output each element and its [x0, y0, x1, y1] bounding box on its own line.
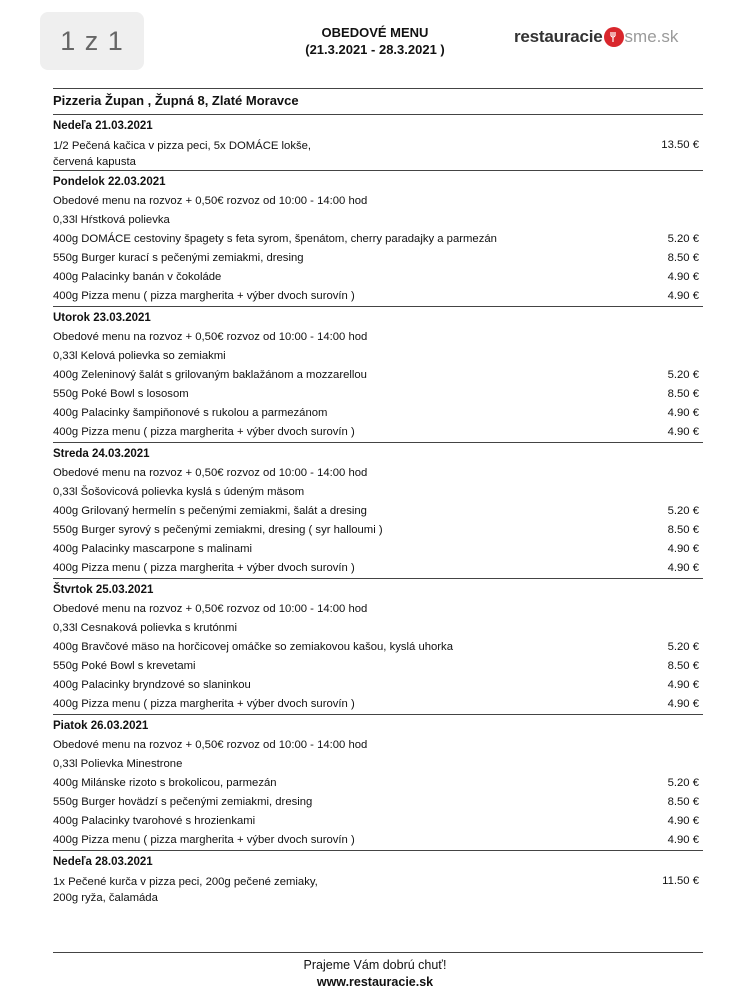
page-indicator: 1 z 1: [40, 12, 144, 70]
menu-item-name: 0,33l Šošovicová polievka kyslá s údeným mäsom: [53, 486, 305, 498]
menu-item-row: [53, 287, 703, 306]
menu-item-price: 4.90 €: [667, 271, 699, 283]
menu-item-price: 4.90 €: [667, 815, 699, 827]
closing-message: Prajeme Vám dobrú chuť!: [303, 958, 447, 972]
day-block: [53, 442, 703, 578]
menu-table: [53, 114, 703, 906]
menu-item-price: [629, 192, 703, 211]
menu-item-name: 550g Burger syrový s pečenými zemiakmi, dresing ( syr halloumi ): [53, 524, 383, 536]
restauracie-logo[interactable]: [514, 25, 678, 49]
menu-item-row: [53, 385, 703, 404]
menu-item-row: [53, 812, 703, 831]
menu-item-price: 5.20 €: [667, 369, 699, 381]
menu-item-price: 8.50 €: [667, 388, 699, 400]
menu-item-row: [53, 423, 703, 442]
menu-item-row: [53, 736, 703, 755]
menu-item-price: [629, 619, 703, 638]
logo-text-sme: sme.sk: [624, 27, 679, 46]
day-block: [53, 714, 703, 850]
menu-item-name: Obedové menu na rozvoz + 0,50€ rozvoz od 10:00 - 14:00 hod: [53, 467, 368, 479]
footer-divider: [53, 952, 703, 953]
day-block: [53, 850, 703, 906]
menu-item-row: [53, 502, 703, 521]
menu-item-row: [53, 638, 703, 657]
menu-item-price: 13.50 €: [661, 139, 699, 151]
menu-item-name: Obedové menu na rozvoz + 0,50€ rozvoz od 10:00 - 14:00 hod: [53, 195, 368, 207]
menu-item-row: [53, 366, 703, 385]
day-block: [53, 170, 703, 306]
menu-item-price: 5.20 €: [667, 777, 699, 789]
menu-item-name: 400g Pizza menu ( pizza margherita + výber dvoch surovín ): [53, 698, 355, 710]
menu-item-row: [53, 793, 703, 812]
day-header: Utorok 23.03.2021: [53, 312, 151, 324]
menu-item-name: 400g Palacinky šampiňonové s rukolou a parmezánom: [53, 407, 328, 419]
menu-item-name: 400g Milánske rizoto s brokolicou, parmezán: [53, 777, 277, 789]
restaurant-name: Pizzeria Župan , Župná 8, Zlaté Moravce: [53, 93, 299, 108]
menu-item-name: 550g Poké Bowl s krevetami: [53, 660, 196, 672]
menu-item-price: [629, 483, 703, 502]
menu-item-name: 400g Palacinky mascarpone s malinami: [53, 543, 253, 555]
menu-item-name: 550g Burger hovädzí s pečenými zemiakmi, dresing: [53, 796, 313, 808]
header-divider: [53, 88, 703, 89]
menu-item-row: [53, 347, 703, 366]
day-header: Pondelok 22.03.2021: [53, 176, 166, 188]
fork-logo-icon: [604, 27, 624, 47]
day-header: Nedeľa 21.03.2021: [53, 120, 153, 132]
menu-item-row: [53, 230, 703, 249]
menu-item-row: [53, 619, 703, 638]
menu-item-name: 400g Pizza menu ( pizza margherita + výber dvoch surovín ): [53, 834, 355, 846]
menu-item-name: 400g Zeleninový šalát s grilovaným baklažánom a mozzarellou: [53, 369, 367, 381]
menu-item-name: 400g Bravčové mäso na horčicovej omáčke so zemiakovou kašou, kyslá uhorka: [53, 641, 453, 653]
menu-item-name: 550g Burger kurací s pečenými zemiakmi, dresing: [53, 252, 304, 264]
menu-item-row: [53, 831, 703, 850]
menu-item-row: [53, 755, 703, 774]
menu-item-name: 400g DOMÁCE cestoviny špagety s feta syrom, špenátom, cherry paradajky a parmezán: [53, 233, 497, 245]
menu-item-price: [629, 211, 703, 230]
menu-item-row: [53, 695, 703, 714]
menu-item-price: [629, 736, 703, 755]
menu-item-name: 0,33l Kelová polievka so zemiakmi: [53, 350, 226, 362]
menu-item-name: 0,33l Hŕstková polievka: [53, 214, 170, 226]
day-header: Piatok 26.03.2021: [53, 720, 149, 732]
menu-item-name: Obedové menu na rozvoz + 0,50€ rozvoz od 10:00 - 14:00 hod: [53, 603, 368, 615]
menu-item-price: 5.20 €: [667, 233, 699, 245]
menu-item-row: [53, 540, 703, 559]
menu-item-name: 400g Grilovaný hermelín s pečenými zemiakmi, šalát a dresing: [53, 505, 367, 517]
menu-item-name: 1/2 Pečená kačica v pizza peci, 5x DOMÁCE lokše, červená kapusta: [53, 140, 312, 168]
menu-item-name: 400g Palacinky bryndzové so slaninkou: [53, 679, 251, 691]
menu-item-row: [53, 328, 703, 347]
menu-item-price: 11.50 €: [662, 875, 699, 887]
menu-item-price: 8.50 €: [667, 524, 699, 536]
menu-item-price: 8.50 €: [667, 252, 699, 264]
day-header: Nedeľa 28.03.2021: [53, 856, 153, 868]
menu-item-price: 4.90 €: [667, 407, 699, 419]
menu-item-name: 400g Pizza menu ( pizza margherita + výber dvoch surovín ): [53, 290, 355, 302]
menu-item-price: 4.90 €: [667, 426, 699, 438]
day-block: [53, 114, 703, 170]
menu-item-name: 400g Palacinky tvarohové s hrozienkami: [53, 815, 256, 827]
menu-item-price: [629, 328, 703, 347]
day-block: [53, 306, 703, 442]
menu-item-row: [53, 192, 703, 211]
menu-item-price: 4.90 €: [667, 562, 699, 574]
menu-item-price: 5.20 €: [667, 641, 699, 653]
menu-item-row: [53, 600, 703, 619]
menu-item-name: 0,33l Polievka Minestrone: [53, 758, 183, 770]
menu-item-name: Obedové menu na rozvoz + 0,50€ rozvoz od 10:00 - 14:00 hod: [53, 739, 368, 751]
menu-item-price: 4.90 €: [667, 834, 699, 846]
menu-item-row: [53, 136, 703, 170]
menu-item-price: [629, 464, 703, 483]
menu-item-row: [53, 657, 703, 676]
menu-item-row: [53, 521, 703, 540]
menu-item-price: 4.90 €: [667, 543, 699, 555]
day-header: Štvrtok 25.03.2021: [53, 584, 154, 596]
day-header: Streda 24.03.2021: [53, 448, 150, 460]
menu-item-price: 8.50 €: [667, 660, 699, 672]
menu-item-row: [53, 483, 703, 502]
menu-item-price: [629, 347, 703, 366]
menu-item-price: 8.50 €: [667, 796, 699, 808]
menu-item-price: [629, 600, 703, 619]
menu-item-row: [53, 559, 703, 578]
date-range: (21.3.2021 - 28.3.2021 ): [305, 42, 445, 57]
menu-item-row: [53, 404, 703, 423]
menu-item-price: [629, 755, 703, 774]
menu-item-price: 5.20 €: [667, 505, 699, 517]
menu-item-row: [53, 774, 703, 793]
menu-item-name: 400g Pizza menu ( pizza margherita + výber dvoch surovín ): [53, 562, 355, 574]
menu-item-row: [53, 872, 703, 906]
menu-item-row: [53, 676, 703, 695]
website-link[interactable]: www.restauracie.sk: [316, 975, 434, 989]
menu-item-name: 400g Palacinky banán v čokoláde: [53, 271, 222, 283]
menu-title: OBEDOVÉ MENU: [321, 25, 429, 40]
menu-item-row: [53, 211, 703, 230]
menu-item-price: 4.90 €: [667, 698, 699, 710]
menu-item-row: [53, 268, 703, 287]
menu-item-price: 4.90 €: [667, 290, 699, 302]
menu-item-name: 1x Pečené kurča v pizza peci, 200g pečené zemiaky, 200g ryža, čalamáda: [53, 876, 318, 904]
menu-item-name: Obedové menu na rozvoz + 0,50€ rozvoz od 10:00 - 14:00 hod: [53, 331, 368, 343]
logo-text-restauracie: restauracie: [514, 27, 603, 46]
menu-item-name: 550g Poké Bowl s lososom: [53, 388, 189, 400]
menu-item-name: 400g Pizza menu ( pizza margherita + výber dvoch surovín ): [53, 426, 355, 438]
menu-item-row: [53, 249, 703, 268]
menu-item-price: 4.90 €: [667, 679, 699, 691]
day-block: [53, 578, 703, 714]
menu-item-row: [53, 464, 703, 483]
menu-item-name: 0,33l Cesnaková polievka s krutónmi: [53, 622, 237, 634]
